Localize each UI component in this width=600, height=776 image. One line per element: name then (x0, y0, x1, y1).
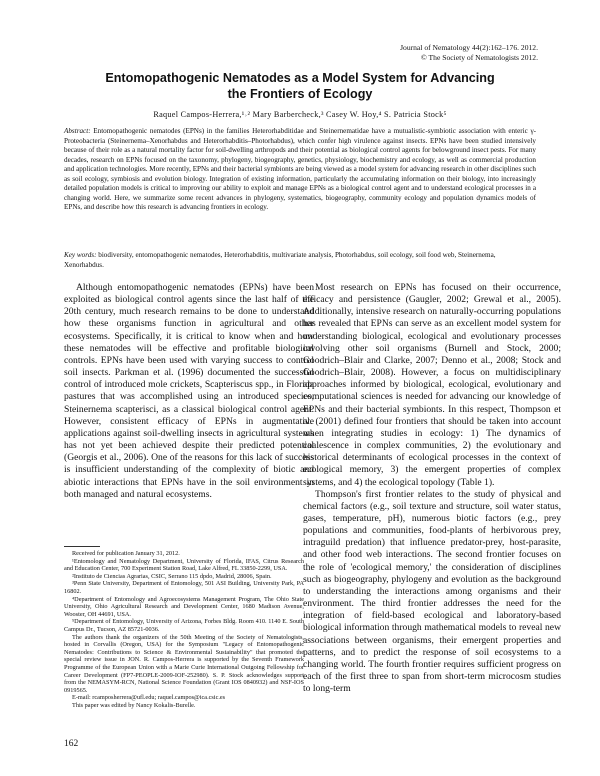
page-number: 162 (64, 739, 79, 749)
paper-title-line-2: the Frontiers of Ecology (227, 87, 373, 101)
journal-citation (400, 43, 538, 63)
footnote-affiliation-3: ³Penn State University, Department of Entomology, 501 ASI Building, University Park, PA 16802. (64, 580, 304, 595)
footnote-divider (64, 546, 100, 547)
footnote-affiliation-5: ⁵Department of Entomology, University of Arizona, Forbes Bldg. Room 410. 1140 E. South Campus Dr., Tucson, AZ 85721-0036. (64, 618, 304, 633)
footnote-editor: This paper was edited by Nancy Kokalis-Burelle. (72, 701, 196, 709)
paper-title (40, 70, 560, 102)
paper-title-line-1: Entomopathogenic Nematodes as a Model System for Advancing (105, 71, 495, 85)
body-paragraph: Thompson's first frontier relates to the study of physical and chemical factors (e.g., soil texture and structure, soil water status, gases, temperature, pH), numerous biotic factors (e.g., prey populations and communities, food-plants of herbivorous prey, intraguild predation) that influence predator-prey, host-parasite, and other food web interactions. The second frontier focuses on the role of 'ecological memory,' the consideration of disciplines such as biogeography, phylogeny and evolution as the background to understanding the interactions among organisms and their environment. The third frontier addresses the need for the integration of field-based ecological and laboratory-based biological information through mathematical models to reveal new associations between organisms, their emergent properties and patterns, and to predict the response of soil ecosystems to a changing world. The fourth frontier requires sufficient progress on each of the first three to span from short-term microcosm studies to long-term (303, 488, 561, 695)
footnote-affiliation-1: ¹Entomology and Nematology Department, University of Florida, IFAS, Citrus Research and Education Center, 700 Experiment Station Road, Lake Alfred, FL 33850-2299, USA. (64, 557, 304, 573)
footnotes (64, 550, 304, 709)
footnote-acknowledgments: The authors thank the organizers of the 50th Meeting of the Society of Nematologists, hosted in Corvallis (Oregon, USA) for the Symposium "Legacy of Entomopathogenic Nematodes: Contributions to Science & Environmental Sustainability" that promoted the special review issue in JON. R. Campos-Herrera is supported by the Seventh Framework Programme of the European Union with a Marie Curie International Outgoing Fellowship for Career Development (FP7-PEOPLE-2009-IOF-252980). S. P. Stock acknowledges support from the NEMASYM-RCN, National Science Foundation (Grant IOS 0840932) and NSF-IOS 0919565. (64, 633, 304, 694)
author-list: Raquel Campos-Herrera,¹˒² Mary Barbercheck,³ Casey W. Hoy,⁴ S. Patricia Stock⁵ (153, 110, 447, 119)
body-paragraph: Most research on EPNs has focused on their occurrence, efficacy and persistence (Gaugler, 2002; Grewal et al., 2005). Additionally, intensive research on naturally-occurring populations has revealed that EPNs can serve as an excellent model system for understanding biological, ecological and evolutionary processes involving other soil organisms (Burnell and Stock, 2000; Goodrich–Blair and Clarke, 2007; Denno et al., 2008; Stock and Goodrich–Blair, 2008). However, a focus on multidisciplinary approaches informed by biological, ecological, evolutionary and computational sciences is needed for advancing our knowledge of EPNs and their bacterial symbionts. In this respect, Thompson et al. (2001) defined four frontiers that should be taken into account when integrating studies in ecology: 1) The dynamics of coalescence in complex communities, 2) the evolutionary and historical determinants of ecological processes in the context of ecological memory, 3) the emergent properties of complex systems, and 4) the ecological topology (Table 1). (303, 282, 561, 488)
footnote-affiliation-4: ⁴Department of Entomology and Agroecosystems Management Program, The Ohio State University, Ohio Agricultural Research and Development Center, 1680 Madison Avenue, Wooster, OH 44691, USA. (64, 595, 304, 618)
journal-citation-line: Journal of Nematology 44(2):162–176. 2012. (400, 43, 538, 52)
body-column-right (303, 282, 561, 695)
footnote-received: Received for publication January 31, 2012. (72, 550, 180, 557)
abstract (64, 127, 536, 213)
body-column-left (64, 282, 314, 501)
footnote-email: E-mail: rcamposherrera@ufl.edu; raquel.campos@ica.csic.es (72, 694, 226, 702)
journal-copyright-line: © The Society of Nematologists 2012. (421, 53, 538, 62)
keywords (64, 251, 536, 270)
keywords-label: Key words: (64, 251, 97, 259)
abstract-text: Entomopathogenic nematodes (EPNs) in the families Heterorhabditidae and Steinernematidae have a mutualistic-symbiotic association with enteric γ-Proteobacteria (Steinernema–Xenorhabdus and Heterorhabditis–Photorhabdus), which confer high virulence against insects. EPNs have been studied intensively because of their role as a natural mortality factor for soil-dwelling arthropods and their potential as biological control agents for belowground insect pests. For many decades, research on EPNs focused on the taxonomy, phylogeny, biogeography, genetics, physiology, biochemistry and ecology, as well as commercial production and application technologies. More recently, EPNs and their bacterial symbionts are being viewed as a model system for advancing research in other disciplines such as soil ecology, symbiosis and evolution biology. Integration of existing information, particularly the accumulating information on their biology, into increasingly detailed population models is critical to improving our ability to exploit and manage EPNs as a biological control agent and to understand ecological processes in a changing world. Here, we summarize some recent advances in phylogeny, systematics, biogeography, community ecology and population dynamics models of EPNs, and describe how this research is advancing frontiers in ecology. (64, 127, 536, 212)
body-paragraph: Although entomopathogenic nematodes (EPNs) have been exploited as biological control agents since the last half of the 20th century, much research remains to be done to understand how these organisms function in agricultural and other ecosystems. Specifically, it is critical to know when and how these nematodes will be effective and profitable biological controls. EPNs have been used with varying success to control soil insects. Parkman et al. (1996) documented the successful control of introduced mole crickets, Scapteriscus spp., in Florida pastures that was accomplished using an introduced species, Steinernema scapterisci, as a classical biological control agent. However, consistent efficacy of EPNs in augmentative applications against soil-dwelling insects in agricultural systems has not yet been achieved despite their predicted potential (Georgis et al., 2006). One of the reasons for this lack of success is insufficient understanding of the complexity of biotic and abiotic interactions that EPNs have in the soil environment in both managed and natural ecosystems. (64, 282, 314, 500)
footnote-affiliation-2: ²Instituto de Ciencias Agrarias, CSIC, Serrano 115 dpdo, Madrid, 28006, Spain. (72, 572, 272, 580)
abstract-label: Abstract: (64, 127, 91, 135)
keywords-text: biodiversity, entomopathogenic nematodes, Heterorhabditis, multivariate analysis, Photorhabdus, soil ecology, soil food web, Steinernema, Xenorhabdus. (64, 251, 496, 269)
